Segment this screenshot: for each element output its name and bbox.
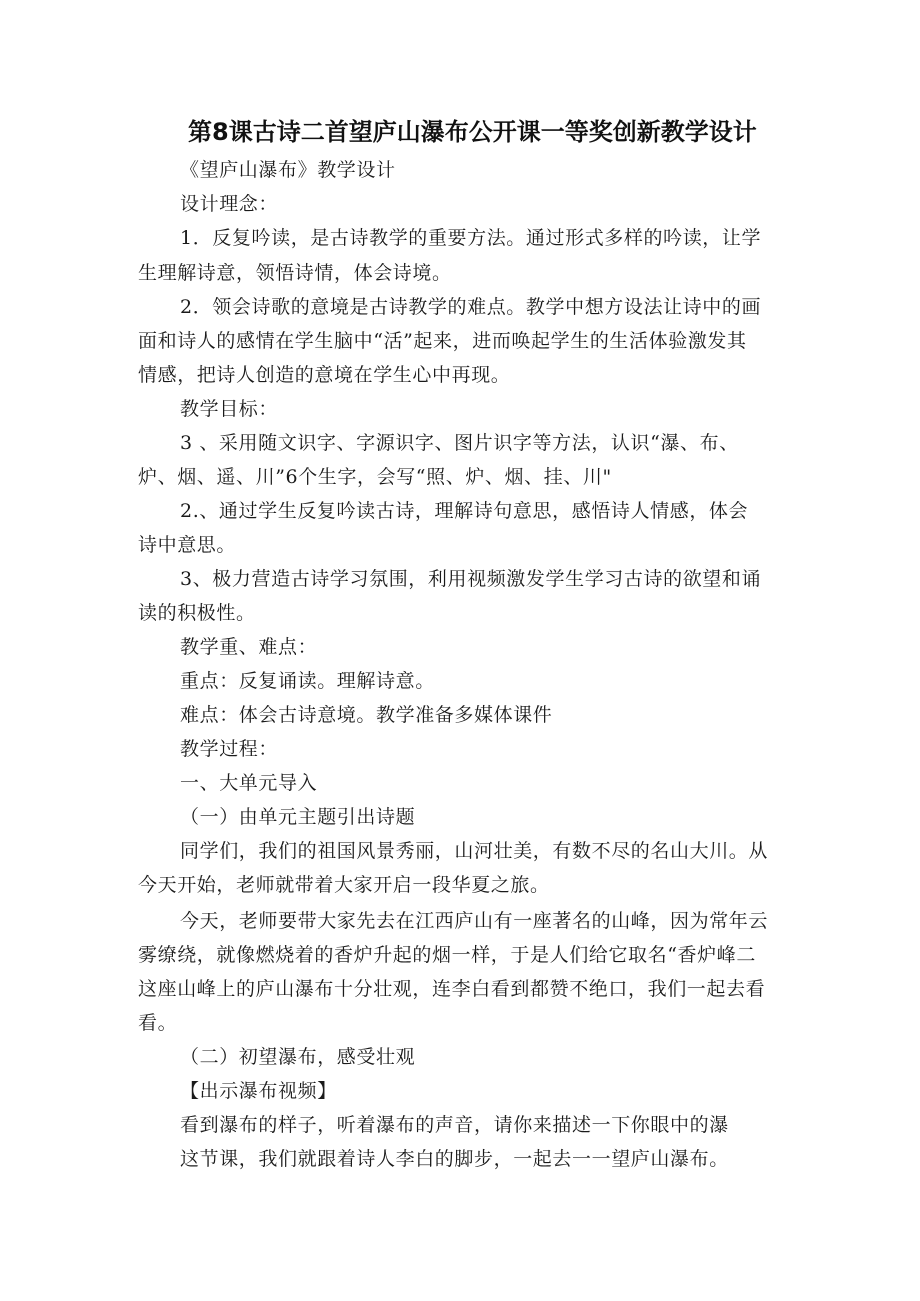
- document-title: 第8课古诗二首望庐山瀑布公开课一等奖创新教学设计: [188, 118, 757, 146]
- paragraph-line: 看。: [138, 1012, 178, 1034]
- paragraph-line: 重点：反复诵读。理解诗意。: [180, 670, 435, 692]
- paragraph-line: 设计理念：: [180, 193, 279, 215]
- paragraph-line: 3、极力营造古诗学习氛围，利用视频激发学生学习古诗的欲望和诵: [180, 568, 762, 590]
- paragraph-line: 诗中意思。: [138, 534, 237, 556]
- paragraph-line: 1．反复吟读，是古诗教学的重要方法。通过形式多样的吟读，让学: [180, 227, 762, 249]
- paragraph-line: 【出示瀑布视频】: [180, 1080, 337, 1102]
- paragraph-line: 2．领会诗歌的意境是古诗教学的难点。教学中想方设法让诗中的画: [180, 296, 762, 318]
- paragraph-line: 面和诗人的感情在学生脑中“活”起来，进而唤起学生的生活体验激发其: [138, 330, 747, 352]
- paragraph-line: 教学过程：: [180, 738, 279, 760]
- subsection-heading: （二）初望瀑布，感受壮观: [180, 1046, 416, 1068]
- paragraph-line: 3 、采用随文识字、字源识字、图片识字等方法，认识“瀑、布、: [180, 432, 739, 454]
- paragraph-line: 雾缭绕，就像燃烧着的香炉升起的烟一样，于是人们给它取名“香炉峰二: [138, 944, 756, 966]
- paragraph-line: 这节课，我们就跟着诗人李白的脚步，一起去一一望庐山瀑布。: [180, 1148, 729, 1170]
- paragraph-line: 读的积极性。: [138, 602, 256, 624]
- paragraph-line: 同学们，我们的祖国风景秀丽，山河壮美，有数不尽的名山大川。从: [180, 840, 769, 862]
- paragraph-line: 今天，老师要带大家先去在江西庐山有一座著名的山峰，因为常年云: [180, 910, 769, 932]
- subsection-heading: （一）由单元主题引出诗题: [180, 806, 416, 828]
- paragraph-line: 生理解诗意，领悟诗情，体会诗境。: [138, 262, 452, 284]
- paragraph-line: 情感，把诗人创造的意境在学生心中再现。: [138, 364, 511, 386]
- paragraph-line: 2.、通过学生反复吟读古诗，理解诗句意思，感悟诗人情感，体会: [180, 500, 749, 522]
- subtitle: 《望庐山瀑布》教学设计: [180, 159, 396, 181]
- section-heading: 一、大单元导入: [180, 772, 318, 794]
- paragraph-line: 这座山峰上的庐山瀑布十分壮观，连李白看到都赞不绝口，我们一起去看: [138, 978, 766, 1000]
- paragraph-line: 教学重、难点：: [180, 636, 318, 658]
- paragraph-line: 看到瀑布的样子，听着瀑布的声音，请你来描述一下你眼中的瀑: [180, 1114, 729, 1136]
- paragraph-line: 炉、烟、遥、川”6个生字，会写“照、炉、烟、挂、川": [138, 466, 612, 488]
- paragraph-line: 难点：体会古诗意境。教学准备多媒体课件: [180, 704, 553, 726]
- paragraph-line: 教学目标：: [180, 398, 279, 420]
- paragraph-line: 今天开始，老师就带着大家开启一段华夏之旅。: [138, 874, 550, 896]
